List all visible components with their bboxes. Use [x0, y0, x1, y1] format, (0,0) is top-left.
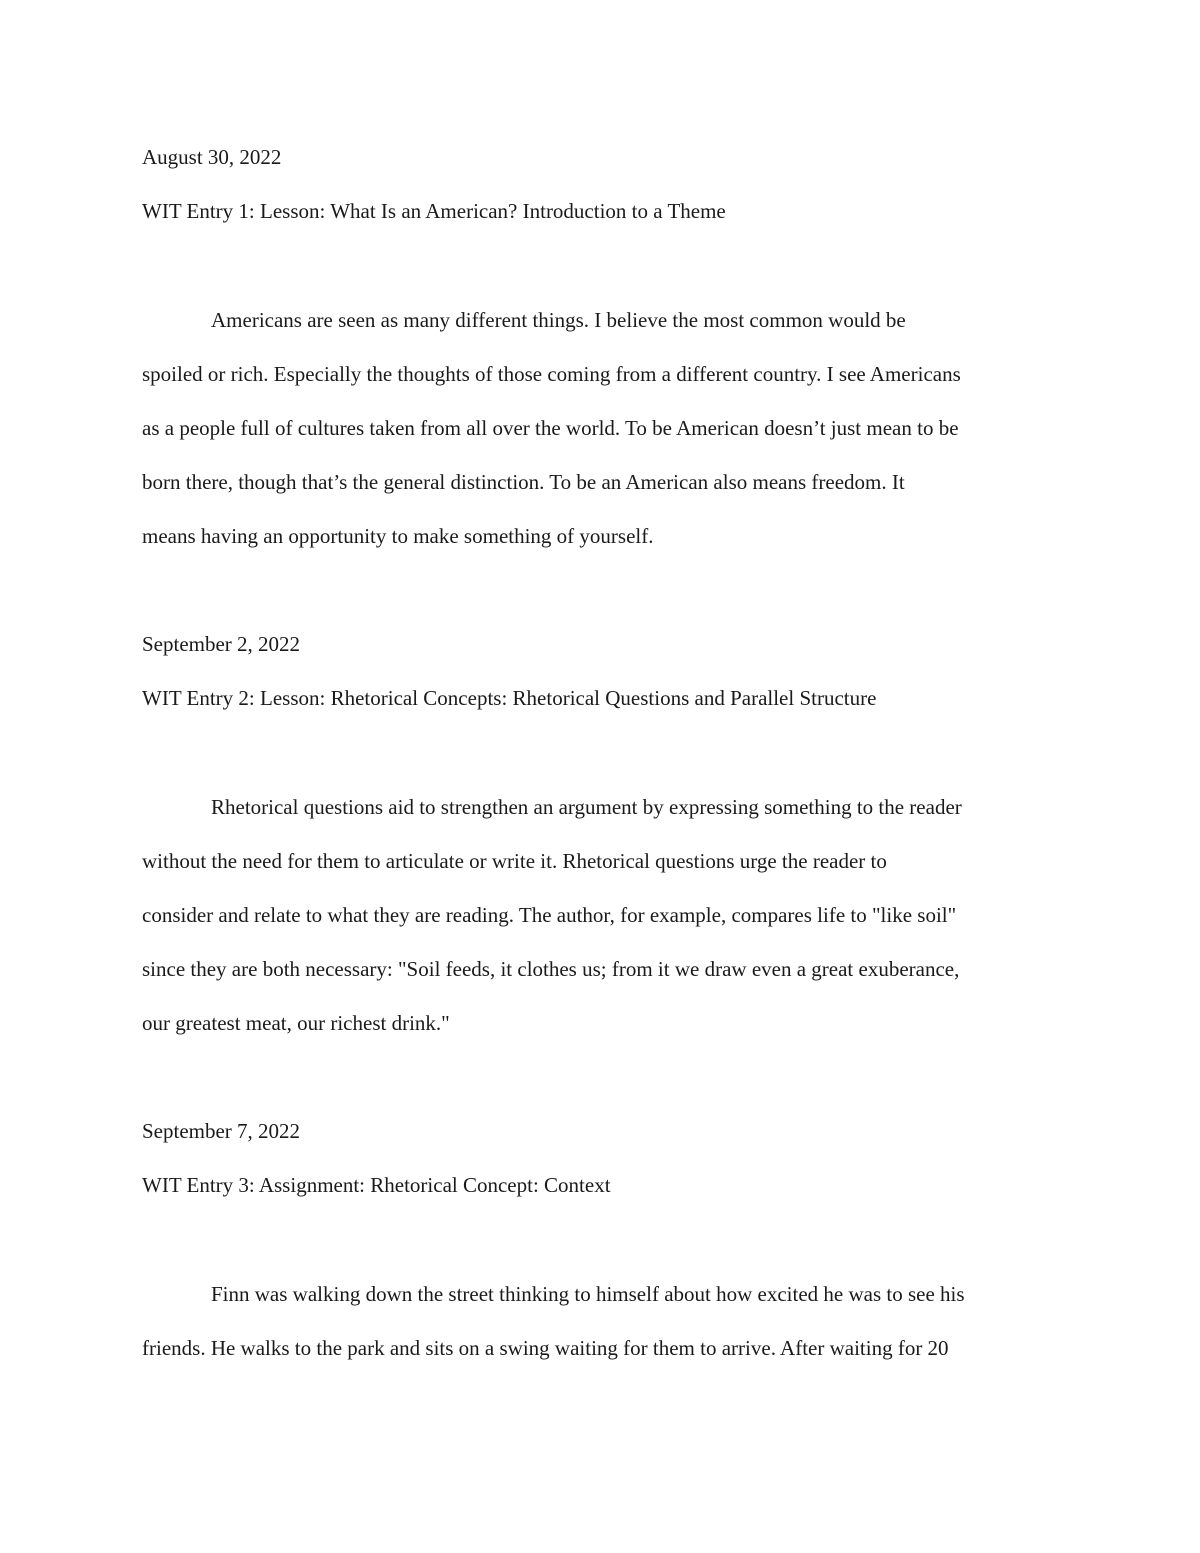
entry-title: WIT Entry 2: Lesson: Rhetorical Concepts: Rhetorical Questions and Parallel Structure — [142, 686, 877, 710]
entry-title: WIT Entry 1: Lesson: What Is an American? Introduction to a Theme — [142, 199, 726, 223]
paragraph-line: consider and relate to what they are reading. The author, for example, compares life to "like soil" — [142, 903, 957, 927]
entry-date: August 30, 2022 — [142, 145, 282, 169]
paragraph-line: spoiled or rich. Especially the thoughts of those coming from a different country. I see Americans — [142, 362, 961, 386]
paragraph-line: as a people full of cultures taken from all over the world. To be American doesn’t just mean to be — [142, 416, 959, 440]
paragraph-line: friends. He walks to the park and sits on a swing waiting for them to arrive. After waiting for 20 — [142, 1336, 949, 1360]
paragraph-line: without the need for them to articulate or write it. Rhetorical questions urge the reader to — [142, 849, 887, 873]
entry-title: WIT Entry 3: Assignment: Rhetorical Concept: Context — [142, 1173, 611, 1197]
paragraph-line: born there, though that’s the general distinction. To be an American also means freedom. It — [142, 470, 905, 494]
entry-date: September 2, 2022 — [142, 632, 301, 656]
entry-date: September 7, 2022 — [142, 1119, 301, 1143]
paragraph-line: means having an opportunity to make something of yourself. — [142, 524, 654, 548]
paragraph-line: since they are both necessary: "Soil feeds, it clothes us; from it we draw even a great exuberance, — [142, 957, 960, 981]
paragraph-line: Americans are seen as many different things. I believe the most common would be — [211, 308, 906, 332]
paragraph-line: Rhetorical questions aid to strengthen an argument by expressing something to the reader — [211, 795, 962, 819]
paragraph-line: Finn was walking down the street thinking to himself about how excited he was to see his — [211, 1282, 965, 1306]
paragraph-line: our greatest meat, our richest drink." — [142, 1011, 450, 1035]
